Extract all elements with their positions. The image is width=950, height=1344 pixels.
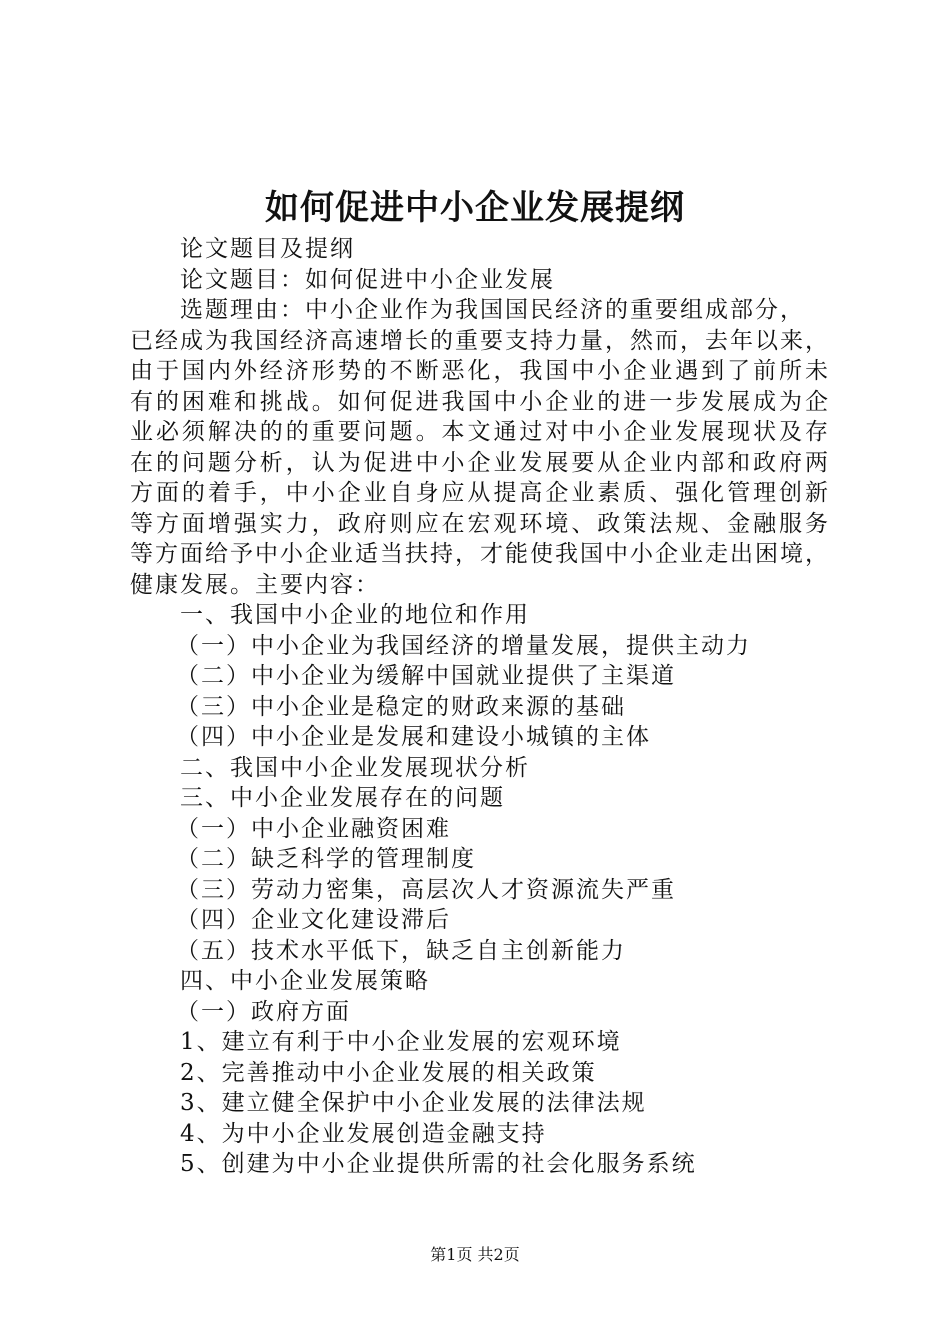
list-item: （一）中小企业融资困难 [176, 815, 451, 842]
section-heading: 四、中小企业发展策略 [180, 968, 430, 994]
list-item: （一）政府方面 [176, 998, 351, 1025]
list-item: （四）企业文化建设滞后 [176, 907, 451, 933]
list-item: （三）中小企业是稳定的财政来源的基础 [176, 693, 626, 720]
document-title: 如何促进中小企业发展提纲 [265, 188, 685, 228]
text-line: 健康发展。主要内容： [130, 571, 380, 598]
text-line: 选题理由：中小企业作为我国国民经济的重要组成部分， [180, 297, 805, 323]
list-item: （四）中小企业是发展和建设小城镇的主体 [176, 724, 651, 750]
text-line: 已经成为我国经济高速增长的重要支持力量，然而，去年以来， [130, 327, 830, 354]
section-heading: 二、我国中小企业发展现状分析 [180, 754, 530, 781]
text-line: 在的问题分析，认为促进中小企业发展要从企业内部和政府两 [130, 449, 830, 476]
document-body [130, 234, 830, 1180]
list-item: （五）技术水平低下，缺乏自主创新能力 [176, 937, 626, 964]
text-line: 业必须解决的的重要问题。本文通过对中小企业发展现状及存 [130, 419, 830, 445]
numbered-item: 5、创建为中小企业提供所需的社会化服务系统 [180, 1151, 697, 1177]
list-item: （二）中小企业为缓解中国就业提供了主渠道 [176, 663, 676, 689]
numbered-item: 3、建立健全保护中小企业发展的法律法规 [180, 1090, 647, 1116]
list-item: （一）中小企业为我国经济的增量发展，提供主动力 [176, 632, 751, 659]
numbered-item: 1、建立有利于中小企业发展的宏观环境 [180, 1029, 622, 1055]
text-line: 论文题目：如何促进中小企业发展 [180, 266, 555, 293]
numbered-item: 2、完善推动中小企业发展的相关政策 [180, 1059, 597, 1086]
text-line: 论文题目及提纲 [180, 236, 355, 262]
numbered-item: 4、为中小企业发展创造金融支持 [180, 1120, 547, 1147]
list-item: （三）劳动力密集，高层次人才资源流失严重 [176, 876, 676, 903]
text-line: 方面的着手，中小企业自身应从提高企业素质、强化管理创新 [130, 480, 830, 506]
text-line: 由于国内外经济形势的不断恶化，我国中小企业遇到了前所未 [130, 358, 830, 384]
section-heading: 三、中小企业发展存在的问题 [180, 785, 505, 811]
text-line: 等方面给予中小企业适当扶持，才能使我国中小企业走出困境， [130, 541, 830, 567]
list-item: （二）缺乏科学的管理制度 [176, 846, 476, 872]
text-line: 等方面增强实力，政府则应在宏观环境、政策法规、金融服务 [130, 510, 830, 537]
text-line: 有的困难和挑战。如何促进我国中小企业的进一步发展成为企 [130, 388, 830, 415]
page-footer: 第1页 共2页 [430, 1245, 520, 1264]
section-heading: 一、我国中小企业的地位和作用 [180, 602, 530, 628]
